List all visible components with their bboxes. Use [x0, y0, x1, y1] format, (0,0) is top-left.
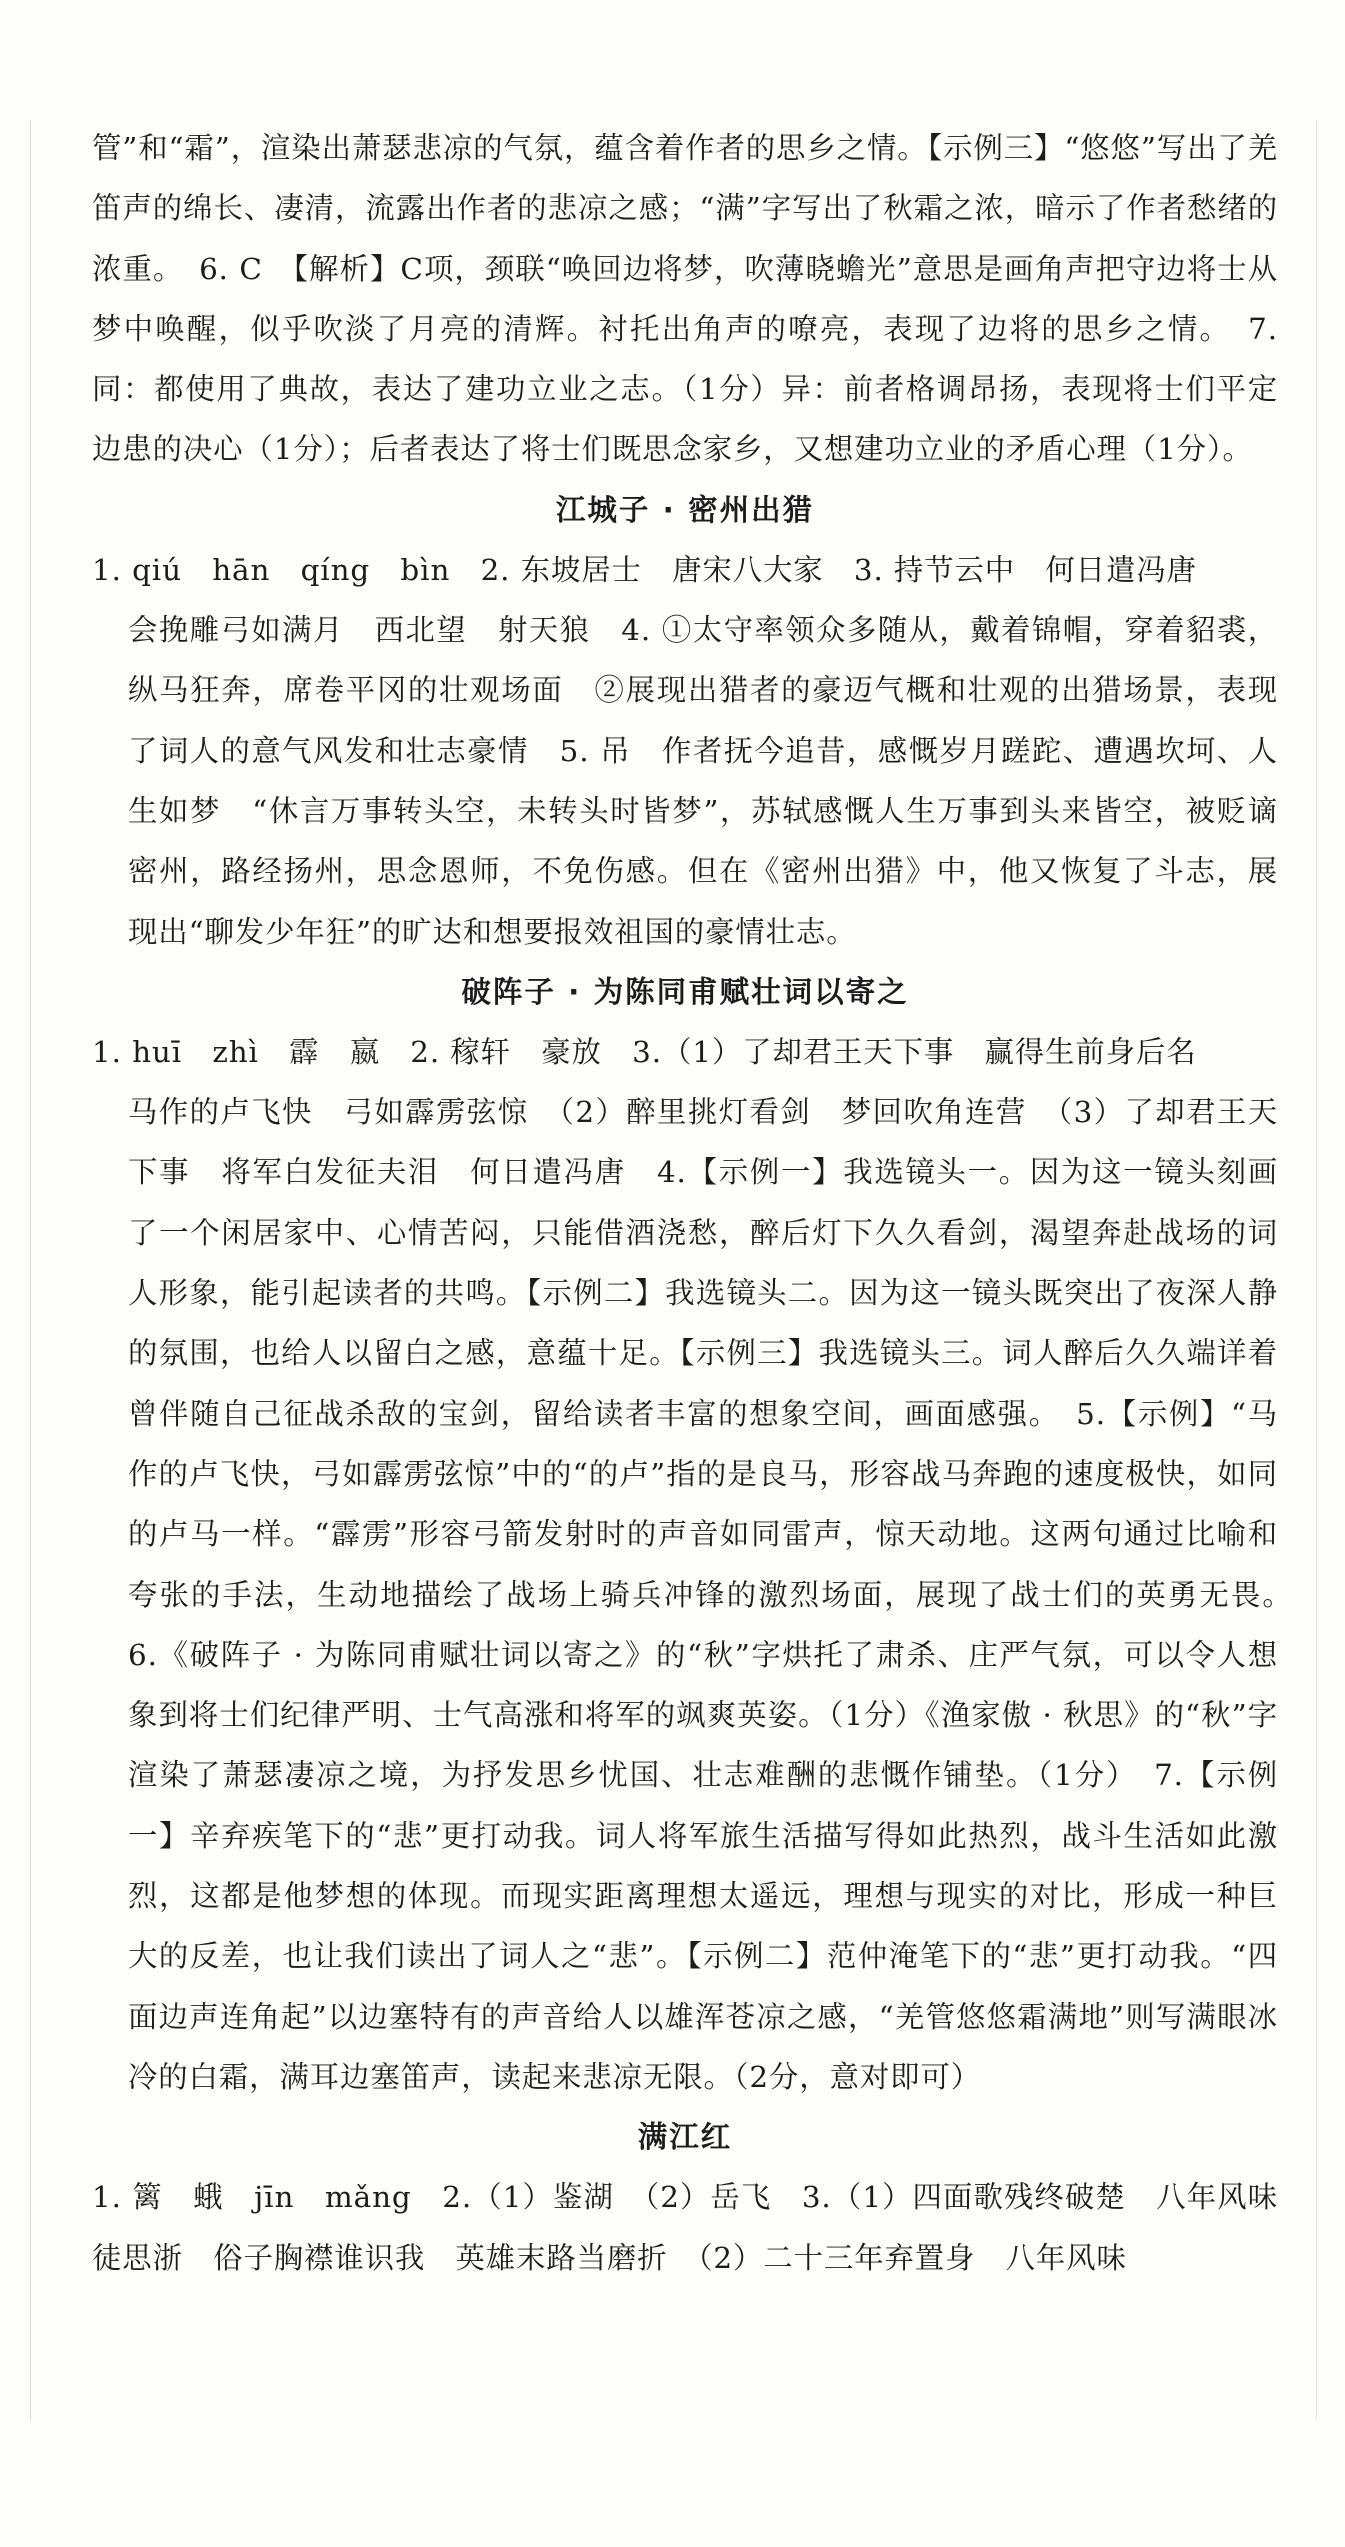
answer-paragraph-jiangchengzi: 会挽雕弓如满月 西北望 射天狼 4. ①太守率领众多随从，戴着锦帽，穿着貂裘，纵马狂奔，席卷平冈的壮观场面 ②展现出猎者的豪迈气概和壮观的出猎场景，表现了词人的意气风发和壮志豪情 5. 吊 作者抚今追昔，感慨岁月蹉跎、遭遇坎坷、人生如梦 “休言万事转头空，未转头时皆梦”，苏轼感慨人生万事到头来皆空，被贬谪密州，路经扬州，思念恩师，不免伤感。但在《密州出猎》中，他又恢复了斗志，展现出“聊发少年狂”的旷达和想要报效祖国的豪情壮志。 [128, 613, 1278, 949]
answer-paragraph-pozhenzi: 马作的卢飞快 弓如霹雳弦惊 （2）醉里挑灯看剑 梦回吹角连营 （3）了却君王天下事 将军白发征夫泪 何日遣冯唐 4.【示例一】我选镜头一。因为这一镜头刻画了一个闲居家中、心情苦闷，只能借酒浇愁，醉后灯下久久看剑，渴望奔赴战场的词人形象，能引起读者的共鸣。【示例二】我选镜头二。因为这一镜头既突出了夜深人静的氛围，也给人以留白之感，意蕴十足。【示例三】我选镜头三。词人醉后久久端详着曾伴随自己征战杀敌的宝剑，留给读者丰富的想象空间，画面感强。 5.【示例】“马作的卢飞快，弓如霹雳弦惊”中的“的卢”指的是良马，形容战马奔跑的速度极快，如同的卢马一样。“霹雳”形容弓箭发射时的声音如同雷声，惊天动地。这两句通过比喻和夸张的手法，生动地描绘了战场上骑兵冲锋的激烈场面，展现了战士们的英勇无畏。 6.《破阵子 · 为陈同甫赋壮词以寄之》的“秋”字烘托了肃杀、庄严气氛，可以令人想象到将士们纪律严明、士气高涨和将军的飒爽英姿。（1分）《渔家傲 · 秋思》的“秋”字渲染了萧瑟凄凉之境，为抒发思乡忧国、壮志难酬的悲慨作铺垫。（1分） 7.【示例一】辛弃疾笔下的“悲”更打动我。词人将军旅生活描写得如此热烈，战斗生活如此激烈，这都是他梦想的体现。而现实距离理想太遥远，理想与现实的对比，形成一种巨大的反差，也让我们读出了词人之“悲”。【示例二】范仲淹笔下的“悲”更打动我。“四面边声连角起”以边塞特有的声音给人以雄浑苍凉之感，“羌管悠悠霜满地”则写满眼冰冷的白霜，满耳边塞笛声，读起来悲凉无限。（2分，意对即可） [128, 1095, 1309, 2094]
page-margin-rule-right [1316, 120, 1317, 2420]
section-title-jiangchengzi: 江城子 · 密州出猎 [555, 492, 815, 527]
section-title-pozhenzi: 破阵子 · 为陈同甫赋壮词以寄之 [461, 974, 909, 1009]
answer-line-jiangchengzi-1: 1. qiú hān qíng bìn 2. 东坡居士 唐宋八大家 3. 持节云中 何日遣冯唐 [92, 552, 1197, 587]
answer-paragraph-manjianghong: 1. 篱 蛾 jīn mǎng 2.（1）鉴湖 （2）岳飞 3.（1）四面歌残终破楚 八年风味徒思浙 俗子胸襟谁识我 英雄末路当磨折 （2）二十三年弃置身 八年风味 [92, 2180, 1278, 2275]
page-margin-rule-left [30, 120, 31, 2420]
answer-paragraph-intro: 管”和“霜”，渲染出萧瑟悲凉的气氛，蕴含着作者的思乡之情。【示例三】“悠悠”写出了羌笛声的绵长、凄清，流露出作者的悲凉之感；“满”字写出了秋霜之浓，暗示了作者愁绪的浓重。 6. C 【解析】C项，颈联“唤回边将梦，吹薄晓蟾光”意思是画角声把守边将士从梦中唤醒，似乎吹淡了月亮的清辉。衬托出角声的嘹亮，表现了边将的思乡之情。 7. 同：都使用了典故，表达了建功立业之志。（1分）异：前者格调昂扬，表现将士们平定边患的决心（1分）；后者表达了将士们既思念家乡，又想建功立业的矛盾心理（1分）。 [92, 131, 1278, 467]
answer-page [92, 118, 1309, 2288]
answer-line-pozhenzi-1: 1. huī zhì 霹 嬴 2. 稼轩 豪放 3.（1）了却君王天下事 赢得生前身后名 [92, 1034, 1197, 1069]
section-title-manjianghong: 满江红 [637, 2120, 733, 2155]
